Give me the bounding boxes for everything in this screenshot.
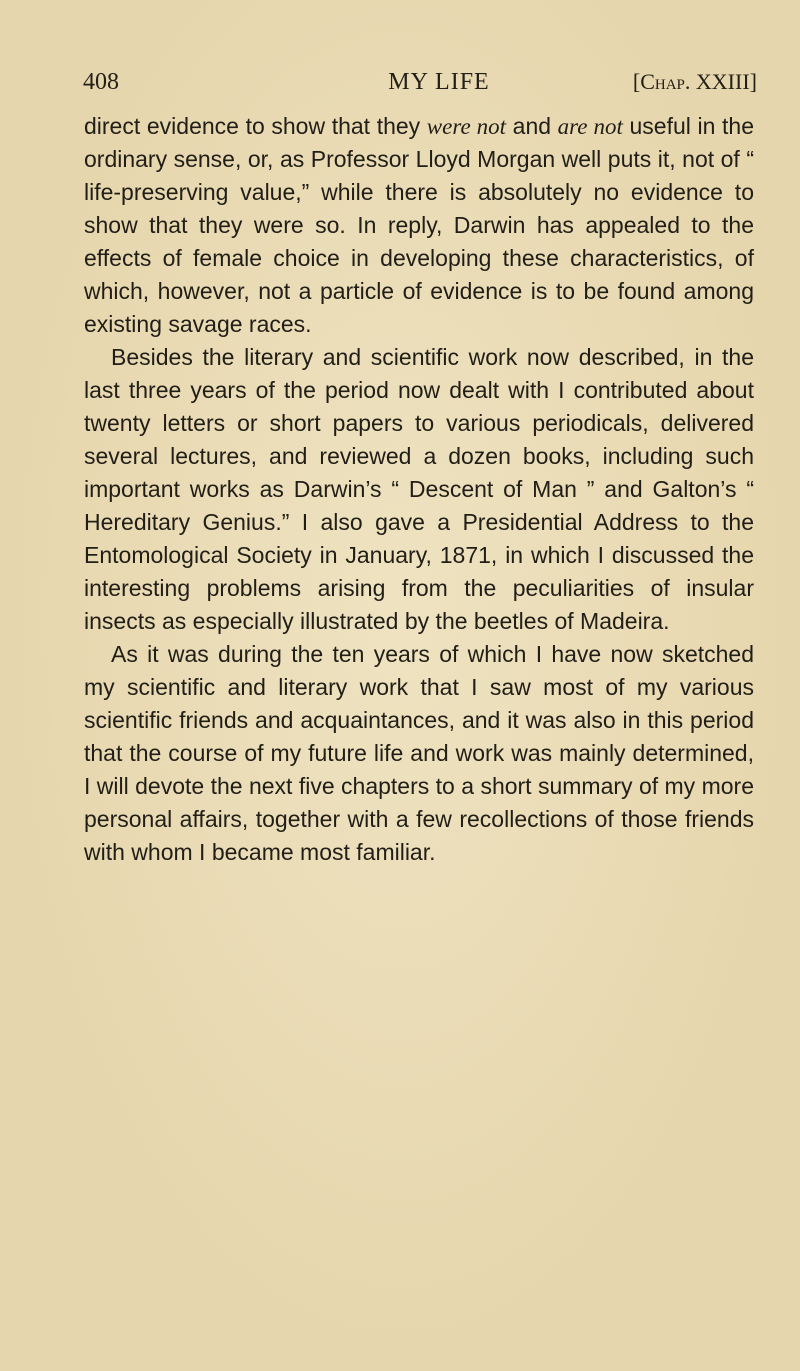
paragraph-3: As it was during the ten years of which I have now sketched my scientific and literary work that I saw most of my various scientific friends and acquaintances, and it was also in this period that the course of my future life and work was mainly determined, I will devote the next five chapters to a short summary of my more personal affairs, together with a few recollections of those friends with whom I became most familiar.	[84, 641, 754, 865]
running-head	[83, 64, 757, 100]
italic-phrase-were-not: were not	[426, 114, 507, 139]
body-text	[84, 110, 754, 869]
chapter-number: XXIII]	[695, 69, 757, 94]
paragraph-1-part-3: useful in the ordinary sense, or, as Professor Lloyd Morgan well puts it, not of “ life-preserving value,” while there is absolutely no evidence to show that they were so. In reply, Darwin has appealed to the effects of female choice in developing these characteristics, of which, however, not a particle of evidence is to be found among existing savage races.	[84, 113, 754, 337]
chapter-reference	[633, 64, 757, 100]
paragraph-1	[84, 110, 754, 341]
paragraph-2: Besides the literary and scientific work now described, in the last three years of the period now dealt with I contributed about twenty letters or short papers to various periodicals, delivered several lectures, and reviewed a dozen books, including such important works as Darwin’s “ Descent of Man ” and Galton’s “ Hereditary Genius.” I also gave a Presidential Address to the Entomological Society in January, 1871, in which I discussed the interesting problems arising from the peculiarities of insular insects as especially illustrated by the beetles of Madeira.	[84, 344, 754, 634]
paragraph-1-part-1: direct evidence to show that they	[84, 113, 427, 139]
page-number: 408	[83, 69, 119, 95]
italic-phrase-are-not: are not	[557, 114, 623, 139]
book-title: MY LIFE	[388, 69, 490, 95]
chapter-word: Chap.	[640, 69, 691, 94]
paragraph-1-part-2: and	[506, 113, 558, 139]
chapter-bracket: [	[632, 69, 641, 94]
